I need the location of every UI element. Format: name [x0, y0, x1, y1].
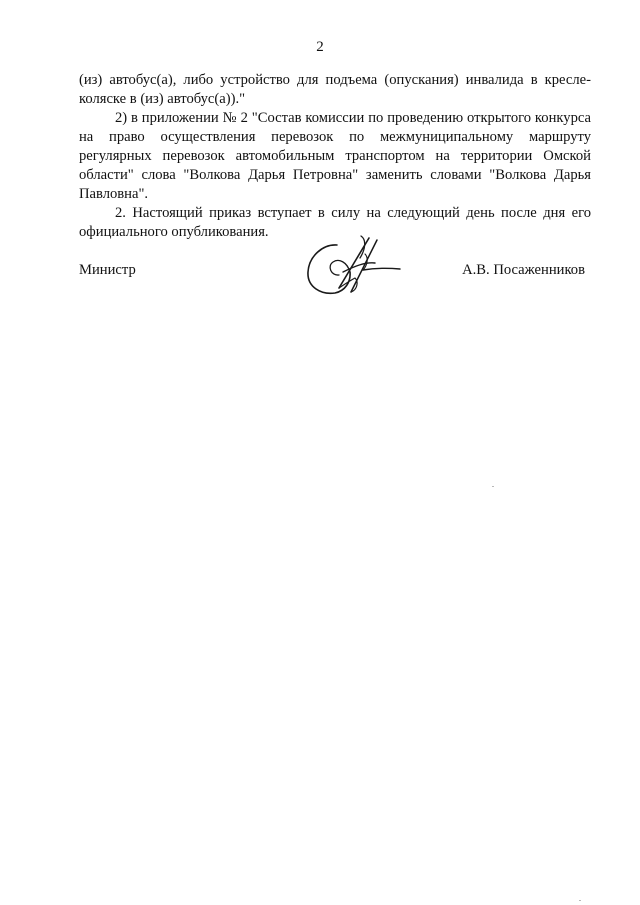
signatory-title: Министр: [79, 262, 136, 278]
paragraph-effective-date: 2. Настоящий приказ вступает в силу на следующий день после дня его официального опубликования.: [79, 205, 591, 240]
document-body: [79, 71, 591, 242]
signatory-name: А.В. Посаженников: [462, 262, 585, 278]
page-number: 2: [316, 39, 324, 55]
paragraph-continuation: (из) автобус(а), либо устройство для подъема (опускания) инвалида в кресле-коляске в (из) автобус(а)).": [79, 72, 591, 107]
paragraph-appendix-amendment: 2) в приложении № 2 "Состав комиссии по проведению открытого конкурса на право осуществления перевозок по межмуниципальному маршруту регулярных перевозок автомобильным транспортом на территории Омской области" слова "Волкова Дарья Петровна" заменить словами "Волкова Дарья Павловна".: [79, 110, 591, 202]
scan-speck: [579, 900, 581, 901]
handwritten-signature: [303, 232, 403, 300]
scan-speck: [492, 486, 494, 487]
